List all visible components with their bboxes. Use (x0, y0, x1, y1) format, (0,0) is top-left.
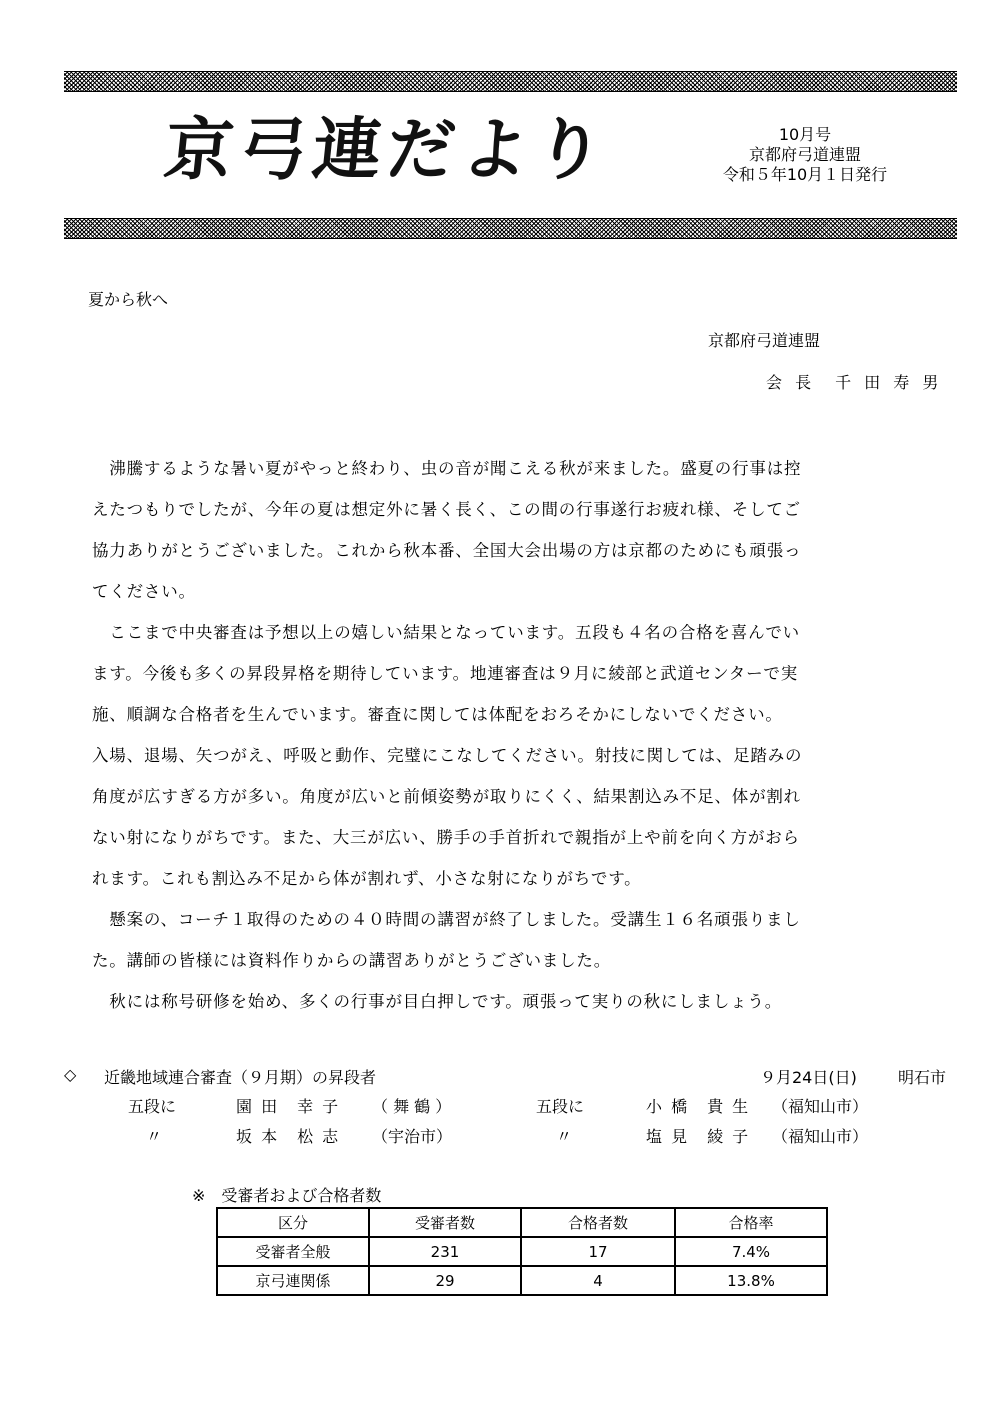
column-header: 受審者数 (369, 1208, 521, 1237)
article-body (92, 448, 872, 1022)
issue-info (700, 125, 910, 185)
table-cell: 4 (521, 1266, 675, 1295)
table-row (217, 1237, 827, 1266)
masthead-title: 京弓連だより (160, 110, 614, 190)
column-header: 合格率 (675, 1208, 827, 1237)
table-cell: 231 (369, 1237, 521, 1266)
promotion-row (0, 1124, 1000, 1148)
person-city: （ 舞 鶴 ） (372, 1097, 452, 1116)
person-name: 塩 見 綾 子 (646, 1127, 751, 1146)
rank: 五段に (536, 1097, 585, 1116)
masthead-top-border (64, 71, 957, 92)
paragraph: ここまで中央審査は予想以上の嬉しい結果となっています。五段も４名の合格を喜んでい ます。今後も多くの昇段昇格を期待しています。地連審査は９月に綾部と武道センターで実 施、順調な合格者を生んでいます。審査に関しては体配をおろそかにしないでください。 入場、退場、矢つがえ、呼吸と動作、完璧にこなしてください。射技に関しては、足踏みの 角度が広すぎる方が多い。角度が広いと前傾姿勢が取りにくく、結果割込み不足、体が割れ ない射になりがちです。また、大三が広い、勝手の手首折れで親指が上や前を向く方がおら れます。これも割込み不足から体が割れず、小さな射になりがちです。 (92, 623, 803, 888)
table-cell: 17 (521, 1237, 675, 1266)
ditto-mark: 〃 (556, 1127, 573, 1146)
paragraph: 秋には称号研修を始め、多くの行事が目白押しです。頑張って実りの秋にしましょう。 (92, 992, 783, 1011)
rank: 五段に (128, 1097, 177, 1116)
publish-date: 令和５年10月１日発行 (722, 165, 888, 184)
author-name: 会 長 千 田 寿 男 (766, 373, 943, 392)
publisher: 京都府弓道連盟 (748, 145, 861, 164)
table-cell: 受審者全般 (217, 1237, 369, 1266)
column-header: 区分 (217, 1208, 369, 1237)
promotion-place: 明石市 (898, 1068, 947, 1087)
issue-number: 10月号 (778, 125, 832, 144)
person-city: （福知山市） (772, 1127, 869, 1146)
paragraph: 沸騰するような暑い夏がやっと終わり、虫の音が聞こえる秋が来ました。盛夏の行事は控 えたつもりでしたが、今年の夏は想定外に暑く長く、この間の行事遂行お疲れ様、そしてご 協力ありがとうございました。これから秋本番、全国大会出場の方は京都のためにも頑張っ てください。 (92, 459, 802, 601)
table-cell: 29 (369, 1266, 521, 1295)
promotion-date: ９月24日(日) (760, 1068, 857, 1087)
table-row (217, 1266, 827, 1295)
article-title: 夏から秋へ (88, 290, 169, 309)
table-header-row (217, 1208, 827, 1237)
masthead-bottom-border (64, 218, 957, 239)
person-name: 坂 本 松 志 (236, 1127, 341, 1146)
column-header: 合格者数 (521, 1208, 675, 1237)
promotion-heading: 近畿地域連合審査（９月期）の昇段者 (104, 1068, 377, 1087)
person-city: （福知山市） (772, 1097, 869, 1116)
paragraph: 懸案の、コーチ１取得のための４０時間の講習が終了しました。受講生１６名頑張りまし た。講師の皆様には資料作りからの講習ありがとうございました。 (92, 910, 801, 970)
table-cell: 7.4% (675, 1237, 827, 1266)
author-organization: 京都府弓道連盟 (708, 331, 821, 350)
table-cell: 京弓連関係 (217, 1266, 369, 1295)
diamond-bullet-icon: ◇ (64, 1065, 77, 1084)
stats-table (216, 1207, 828, 1296)
ditto-mark: 〃 (146, 1127, 163, 1146)
person-name: 園 田 幸 子 (236, 1097, 341, 1116)
table-cell: 13.8% (675, 1266, 827, 1295)
person-city: （宇治市） (372, 1127, 453, 1146)
stats-note: ※ 受審者および合格者数 (192, 1186, 382, 1205)
promotion-row (0, 1094, 1000, 1118)
person-name: 小 橋 貴 生 (646, 1097, 751, 1116)
